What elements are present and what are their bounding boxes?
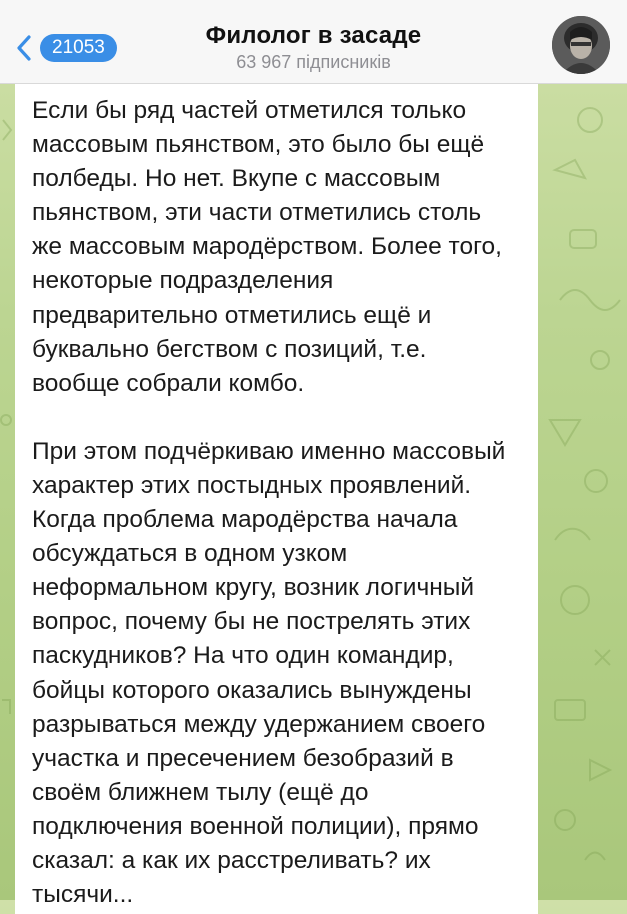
message-line: При этом подчёркиваю именно массовый [32,437,506,465]
message-line: обсуждаться в одном узком [32,540,348,568]
paragraph-gap [32,401,520,435]
message-line: своём ближнем тылу (ещё до [32,778,369,806]
message-line: предварительно отметились ещё и [32,301,432,329]
message-line: Если бы ряд частей отметился только [32,97,467,124]
channel-title[interactable]: Филолог в засаде [205,22,422,49]
message-line: массовым пьянством, это было бы ещё [32,131,485,159]
message-line: бойцы которого оказались вынуждены [32,676,472,704]
message-line: некоторые подразделения [32,267,334,295]
subscriber-count: 63 967 підписників [236,52,391,72]
message-line: полбеды. Но нет. Вкупе с массовым [32,165,441,193]
message-line: Когда проблема мародёрства начала [32,506,458,534]
message-line: неформальном кругу, возник логичный [32,574,475,602]
message-line: же массовым мародёрством. Более того, [32,233,502,261]
message-line: тысячи... [32,881,134,909]
message-line: участка и пресечением безобразий в [32,744,454,772]
message-line: буквально бегством с позиций, т.е. [32,335,427,363]
message-bubble [15,84,538,914]
message-line: паскудников? На что один командир, [32,642,454,670]
message-line: разрываться между удержанием своего [32,710,486,738]
message-line: вообще собрали комбо. [32,369,305,397]
channel-avatar[interactable] [552,16,610,74]
message-line: сказал: а как их расстреливать? их [32,846,431,874]
message-line: характер этих постыдных проявлений. [32,471,472,499]
message-paragraph-1 [32,94,520,401]
unread-count-badge: 21053 [40,34,117,62]
message-line: вопрос, почему бы не пострелять этих [32,608,471,636]
chat-header [0,0,627,84]
message-line: подключения военной полиции), прямо [32,812,479,840]
message-paragraph-2 [32,435,520,912]
message-line: пьянством, эти части отметились столь [32,199,482,227]
